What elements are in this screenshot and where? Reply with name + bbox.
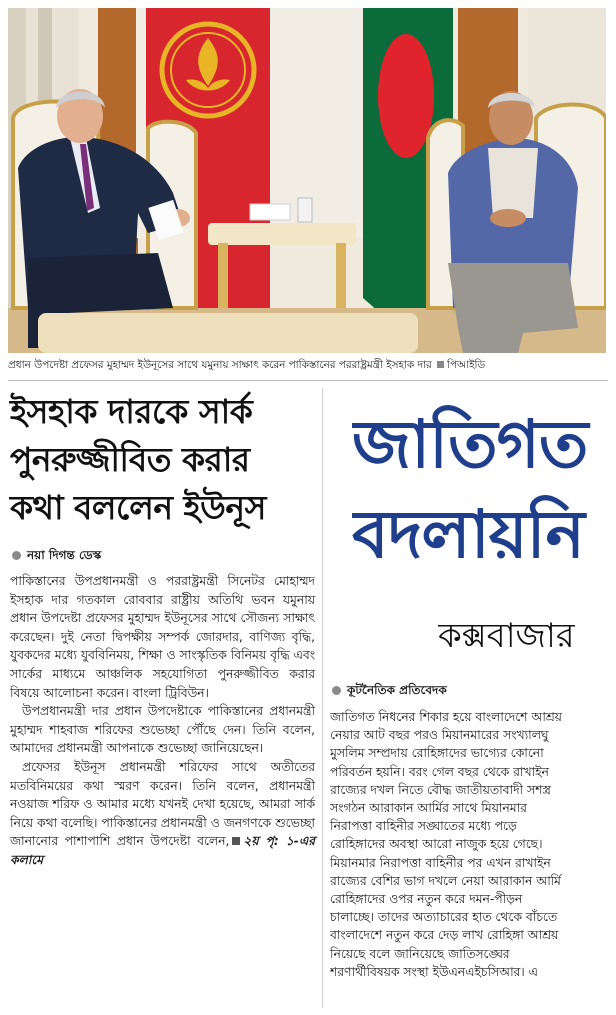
left-headline-line-1: ইসহাক দারকে সার্ক xyxy=(10,392,253,431)
right-headline xyxy=(352,400,616,580)
caption-text: প্রধান উপদেষ্টা প্রফেসর মুহাম্মদ ইউনূসের সাথে যমুনায় সাক্ষাৎ করেন পাকিস্তানের পররাষ্ট্রমন্ত্রী ইসহাক দার xyxy=(8,359,432,371)
right-headline-line-2: বদলায়নি xyxy=(352,496,584,573)
left-article-body xyxy=(10,572,315,870)
right-line: রোহিঙ্গাদের অবস্থা আরো নাজুক হয়ে গেছে। xyxy=(330,837,543,852)
right-line: নেয়ার আট বছর পরও মিয়ানমারের সংখ্যালঘু xyxy=(330,728,549,743)
left-headline-line-2: পুনরুজ্জীবিত করার xyxy=(10,440,250,479)
square-bullet-icon xyxy=(437,361,444,368)
right-line: রোহিঙ্গাদের ওপর নতুন করে দমন-পীড়ন xyxy=(330,892,523,907)
left-paragraph-3 xyxy=(10,758,315,870)
column-divider xyxy=(322,388,323,1008)
right-line: রাজ্যের দখল নিতে বৌদ্ধ জাতীয়তাবাদী সশস্ত্র xyxy=(330,782,551,797)
left-headline-line-3: কথা বললেন ইউনূস xyxy=(10,488,266,527)
right-line: মুসলিম সম্প্রদায় রোহিঙ্গাদের ভাগ্যের কোনো xyxy=(330,746,544,761)
right-line: বাংলাদেশে নতুন করে দেড় লাখ রোহিঙ্গা আশ্রয় xyxy=(330,928,559,943)
news-photo xyxy=(8,8,606,353)
right-line: মিয়ানমার নিরাপত্তা বাহিনীর পর এখন রাখাইন xyxy=(330,855,551,870)
square-bullet-icon xyxy=(232,837,240,845)
right-line: শরণার্থীবিষয়ক সংস্থা ইউএনএইচসিআর। এ xyxy=(330,964,538,979)
bullet-dot-icon xyxy=(332,686,341,695)
right-subhead: কক্সবাজার xyxy=(438,616,575,656)
right-line: নিরাপত্তা বাহিনীর সঙ্ঘাতের মধ্যে পড়ে xyxy=(330,819,517,834)
left-headline xyxy=(10,388,315,532)
continued-on-link[interactable]: ২য় পৃ: ১-এর কলামে xyxy=(10,834,315,867)
right-article-body xyxy=(330,708,616,981)
left-byline xyxy=(12,547,101,567)
left-paragraph-1: পাকিস্তানের উপপ্রধানমন্ত্রী ও পররাষ্ট্রমন্ত্রী সিনেটর মোহাম্মদ ইসহাক দার গতকাল রোববার রাষ্ট্রীয় অতিথি ভবন যমুনায় প্রধান উপদেষ্টা প্রফেসর মুহাম্মদ ইউনূসের সাথে সৌজন্য সাক্ষাৎ করেছেন। দুই নেতা দ্বিপক্ষীয় সম্পর্ক জোরদার, বাণিজ্য বৃদ্ধি, যুবকদের মধ্যে যুববিনিময়, শিক্ষা ও সাংস্কৃতিক বিনিময় বৃদ্ধি এবং সার্কের মাধ্যমে আঞ্চলিক সহযোগিতা পুনরুজ্জীবিত করার বিষয়ে আলোচনা করেন। বাংলা ট্রিবিউন। xyxy=(10,574,315,700)
left-byline-text: নয়া দিগন্ত ডেস্ক xyxy=(27,548,102,562)
right-headline-line-1: জাতিগত xyxy=(352,406,588,483)
right-line: পরিবর্তন হয়নি। বরং গেল বছর থেকে রাখাইন xyxy=(330,764,549,779)
right-byline xyxy=(332,682,447,702)
right-line: চালাচ্ছে। তাদের অত্যাচারের হাত থেকে বাঁচতে xyxy=(330,910,558,925)
left-paragraph-2: উপপ্রধানমন্ত্রী দার প্রধান উপদেষ্টাকে পাকিস্তানের প্রধানমন্ত্রী মুহাম্মদ শাহবাজ শরিফের শুভেচ্ছা পৌঁছে দেন। তিনি বলেন, আমাদের প্রধানমন্ত্রী আপনাকে শুভেচ্ছা জানিয়েছেন। xyxy=(10,704,315,756)
photo-caption xyxy=(8,358,608,372)
right-line: জাতিগত নিধনের শিকার হয়ে বাংলাদেশে আশ্রয় xyxy=(330,710,562,724)
right-line: নিয়েছে বলে জানিয়েছে জাতিসঙ্ঘের xyxy=(330,946,510,961)
right-line: সংগঠন আরাকান আর্মির সাথে মিয়ানমার xyxy=(330,801,527,816)
right-line: রাজ্যের বেশির ভাগ দখলে নেয়া আরাকান আর্মি xyxy=(330,873,561,888)
left-paragraph-3-text: প্রফেসর ইউনূস প্রধানমন্ত্রী শরিফের সাথে অতীতের মতবিনিময়ের কথা স্মরণ করেন। তিনি বলেন, প্রধানমন্ত্রী নওয়াজ শরিফ ও আমার মধ্যে যখনই দেখা হয়েছে, আমরা সার্ক নিয়ে কথা বলেছি। পাকিস্তানের প্রধানমন্ত্রী ও জনগণকে শুভেচ্ছা জানানোর পাশাপাশি প্রধান উপদেষ্টা বলেন, xyxy=(10,759,315,849)
bullet-dot-icon xyxy=(12,551,21,560)
photo-credit: পিআইডি xyxy=(447,359,486,371)
caption-divider xyxy=(8,380,608,381)
right-byline-text: কূটনৈতিক প্রতিবেদক xyxy=(347,683,447,697)
